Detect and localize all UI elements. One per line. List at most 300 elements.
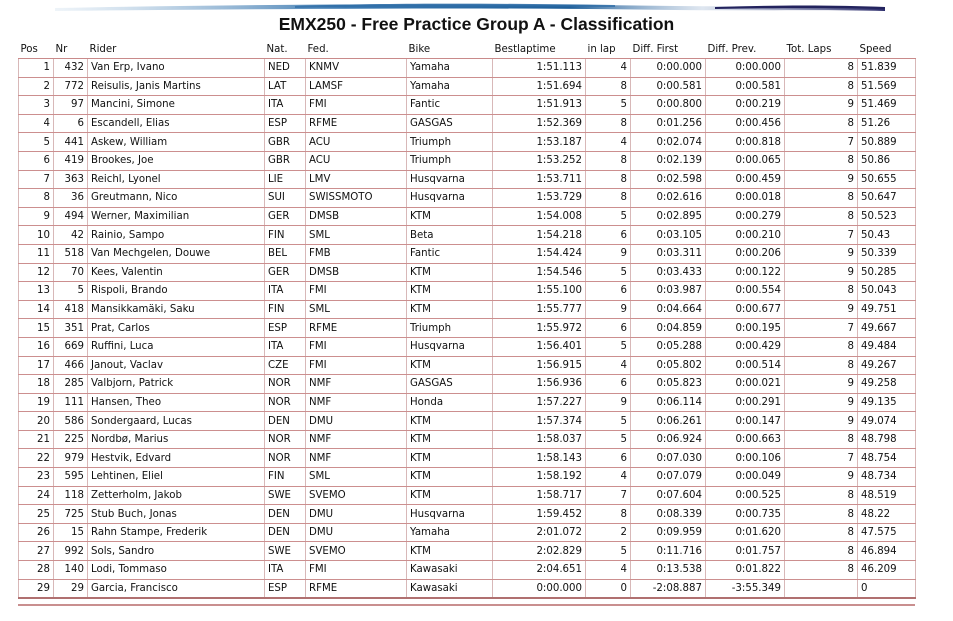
cell-rider: Ruffini, Luca [88,337,265,356]
cell-in-lap: 5 [586,412,631,431]
cell-tot-laps: 8 [785,356,858,375]
cell-nat: GER [265,207,306,226]
cell-fed: NMF [306,430,407,449]
cell-rider: Greutmann, Nico [88,189,265,208]
cell-bestlaptime: 1:55.972 [493,319,586,338]
cell-speed: 49.667 [858,319,916,338]
cell-diff-first: 0:07.079 [631,468,706,487]
cell-fed: ACU [306,133,407,152]
cell-nr: 494 [54,207,88,226]
cell-tot-laps: 8 [785,523,858,542]
cell-in-lap: 8 [586,151,631,170]
cell-nr: 118 [54,486,88,505]
cell-diff-first: 0:02.895 [631,207,706,226]
cell-diff-prev: 0:00.210 [706,226,785,245]
cell-nr: 36 [54,189,88,208]
cell-diff-prev: 0:00.195 [706,319,785,338]
cell-rider: Brookes, Joe [88,151,265,170]
cell-nr: 97 [54,96,88,115]
cell-rider: Reisulis, Janis Martins [88,77,265,96]
cell-speed: 49.074 [858,412,916,431]
cell-tot-laps: 8 [785,207,858,226]
cell-speed: 49.751 [858,300,916,319]
cell-bestlaptime: 1:53.711 [493,170,586,189]
cell-rider: Askew, William [88,133,265,152]
cell-in-lap: 4 [586,133,631,152]
cell-bike: KTM [407,468,493,487]
cell-bestlaptime: 1:58.037 [493,430,586,449]
column-header-fed: Fed. [306,41,407,59]
cell-tot-laps: 8 [785,542,858,561]
cell-bestlaptime: 1:53.252 [493,151,586,170]
cell-fed: SVEMO [306,542,407,561]
cell-bike: KTM [407,412,493,431]
cell-diff-prev: 0:00.291 [706,393,785,412]
cell-nat: NOR [265,393,306,412]
cell-pos: 21 [19,430,54,449]
cell-tot-laps: 8 [785,59,858,78]
cell-fed: SVEMO [306,486,407,505]
cell-diff-prev: 0:00.677 [706,300,785,319]
classification-table [18,41,916,599]
cell-bike: Triumph [407,151,493,170]
cell-diff-first: 0:08.339 [631,505,706,524]
cell-nat: LAT [265,77,306,96]
cell-bike: KTM [407,542,493,561]
cell-pos: 4 [19,114,54,133]
cell-pos: 16 [19,337,54,356]
cell-diff-prev: 0:00.525 [706,486,785,505]
cell-nr: 285 [54,375,88,394]
cell-speed: 48.754 [858,449,916,468]
cell-pos: 15 [19,319,54,338]
cell-rider: Hestvik, Edvard [88,449,265,468]
column-header-nr: Nr [54,41,88,59]
table-row [19,505,916,524]
cell-diff-first: 0:02.598 [631,170,706,189]
cell-diff-first: 0:02.616 [631,189,706,208]
cell-tot-laps: 7 [785,133,858,152]
cell-rider: Van Mechgelen, Douwe [88,244,265,263]
cell-nat: CZE [265,356,306,375]
cell-in-lap: 5 [586,96,631,115]
cell-pos: 18 [19,375,54,394]
cell-bike: KTM [407,207,493,226]
cell-in-lap: 8 [586,77,631,96]
cell-diff-prev: 0:00.581 [706,77,785,96]
cell-bike: KTM [407,356,493,375]
cell-diff-prev: -3:55.349 [706,579,785,598]
cell-pos: 24 [19,486,54,505]
cell-pos: 12 [19,263,54,282]
cell-speed: 46.209 [858,561,916,580]
cell-diff-prev: 0:00.818 [706,133,785,152]
cell-nr: 70 [54,263,88,282]
cell-tot-laps: 9 [785,393,858,412]
cell-tot-laps: 9 [785,468,858,487]
cell-bestlaptime: 1:56.401 [493,337,586,356]
cell-fed: NMF [306,375,407,394]
cell-rider: Rahn Stampe, Frederik [88,523,265,542]
cell-diff-prev: 0:00.429 [706,337,785,356]
cell-speed: 50.043 [858,282,916,301]
cell-pos: 6 [19,151,54,170]
cell-pos: 7 [19,170,54,189]
table-row [19,542,916,561]
cell-speed: 49.267 [858,356,916,375]
cell-nr: 351 [54,319,88,338]
cell-speed: 50.647 [858,189,916,208]
cell-bike: Husqvarna [407,337,493,356]
cell-nr: 518 [54,244,88,263]
cell-diff-prev: 0:00.021 [706,375,785,394]
cell-bike: Kawasaki [407,561,493,580]
table-row [19,77,916,96]
cell-nat: ITA [265,282,306,301]
cell-nat: DEN [265,523,306,542]
cell-bike: KTM [407,263,493,282]
table-row [19,393,916,412]
cell-diff-prev: 0:00.106 [706,449,785,468]
cell-diff-first: 0:00.581 [631,77,706,96]
cell-nat: FIN [265,468,306,487]
cell-tot-laps: 7 [785,319,858,338]
table-row [19,282,916,301]
cell-tot-laps: 8 [785,77,858,96]
cell-rider: Lodi, Tommaso [88,561,265,580]
cell-speed: 51.569 [858,77,916,96]
cell-nr: 6 [54,114,88,133]
cell-diff-prev: 0:00.147 [706,412,785,431]
cell-speed: 50.655 [858,170,916,189]
table-row [19,133,916,152]
cell-bestlaptime: 1:52.369 [493,114,586,133]
cell-diff-first: 0:05.823 [631,375,706,394]
cell-bike: KTM [407,486,493,505]
cell-pos: 14 [19,300,54,319]
table-row [19,412,916,431]
cell-diff-prev: 0:01.620 [706,523,785,542]
column-header-nat: Nat. [265,41,306,59]
cell-nr: 595 [54,468,88,487]
cell-tot-laps: 8 [785,337,858,356]
cell-in-lap: 9 [586,393,631,412]
cell-speed: 46.894 [858,542,916,561]
cell-nr: 772 [54,77,88,96]
cell-pos: 25 [19,505,54,524]
table-row [19,523,916,542]
cell-bestlaptime: 0:00.000 [493,579,586,598]
cell-bike: KTM [407,300,493,319]
cell-tot-laps: 9 [785,300,858,319]
cell-nat: FIN [265,226,306,245]
cell-nr: 111 [54,393,88,412]
cell-nr: 418 [54,300,88,319]
cell-diff-prev: 0:00.279 [706,207,785,226]
cell-fed: FMI [306,96,407,115]
column-header-tot-laps: Tot. Laps [785,41,858,59]
cell-bestlaptime: 1:55.100 [493,282,586,301]
cell-pos: 3 [19,96,54,115]
cell-diff-first: 0:02.074 [631,133,706,152]
cell-bestlaptime: 1:57.374 [493,412,586,431]
cell-diff-prev: 0:01.822 [706,561,785,580]
column-header-in-lap: in lap [586,41,631,59]
cell-bestlaptime: 1:56.915 [493,356,586,375]
cell-in-lap: 9 [586,244,631,263]
column-header-pos: Pos [19,41,54,59]
cell-nat: ITA [265,96,306,115]
cell-diff-prev: 0:00.735 [706,505,785,524]
table-row [19,375,916,394]
cell-nat: ESP [265,579,306,598]
cell-in-lap: 9 [586,300,631,319]
cell-diff-prev: 0:00.122 [706,263,785,282]
cell-in-lap: 4 [586,561,631,580]
cell-pos: 9 [19,207,54,226]
cell-fed: SML [306,226,407,245]
cell-in-lap: 5 [586,542,631,561]
cell-diff-first: 0:04.664 [631,300,706,319]
cell-diff-first: 0:00.800 [631,96,706,115]
cell-nr: 441 [54,133,88,152]
cell-fed: ACU [306,151,407,170]
cell-in-lap: 8 [586,505,631,524]
cell-pos: 19 [19,393,54,412]
cell-bestlaptime: 1:53.187 [493,133,586,152]
column-header-diff-prev: Diff. Prev. [706,41,785,59]
cell-bike: Kawasaki [407,579,493,598]
cell-nat: NOR [265,430,306,449]
cell-bike: Beta [407,226,493,245]
cell-bike: Husqvarna [407,170,493,189]
column-header-bestlaptime: Bestlaptime [493,41,586,59]
cell-nat: DEN [265,412,306,431]
table-row [19,244,916,263]
cell-nat: NOR [265,449,306,468]
cell-diff-first: 0:02.139 [631,151,706,170]
cell-fed: RFME [306,114,407,133]
cell-pos: 1 [19,59,54,78]
cell-nr: 363 [54,170,88,189]
cell-bestlaptime: 2:04.651 [493,561,586,580]
cell-diff-prev: 0:00.000 [706,59,785,78]
cell-diff-prev: 0:00.206 [706,244,785,263]
table-row [19,226,916,245]
cell-diff-prev: 0:00.456 [706,114,785,133]
cell-bestlaptime: 2:01.072 [493,523,586,542]
cell-fed: DMU [306,412,407,431]
cell-in-lap: 7 [586,486,631,505]
cell-fed: RFME [306,319,407,338]
cell-nat: GER [265,263,306,282]
cell-bestlaptime: 1:56.936 [493,375,586,394]
cell-bike: Fantic [407,96,493,115]
cell-tot-laps: 9 [785,412,858,431]
cell-bike: Husqvarna [407,505,493,524]
cell-bike: Yamaha [407,59,493,78]
cell-pos: 8 [19,189,54,208]
cell-fed: DMU [306,523,407,542]
cell-in-lap: 8 [586,189,631,208]
cell-diff-first: 0:05.802 [631,356,706,375]
cell-tot-laps [785,579,858,598]
column-header-rider: Rider [88,41,265,59]
results-body [19,59,916,599]
table-row [19,59,916,78]
cell-tot-laps: 9 [785,170,858,189]
cell-bestlaptime: 1:59.452 [493,505,586,524]
cell-fed: FMI [306,337,407,356]
cell-diff-first: 0:09.959 [631,523,706,542]
cell-tot-laps: 8 [785,561,858,580]
page-title: EMX250 - Free Practice Group A - Classification [278,14,675,34]
table-row [19,486,916,505]
cell-bike: Fantic [407,244,493,263]
cell-nr: 42 [54,226,88,245]
cell-diff-first: 0:06.924 [631,430,706,449]
cell-diff-first: 0:13.538 [631,561,706,580]
cell-bike: KTM [407,430,493,449]
cell-bestlaptime: 1:58.192 [493,468,586,487]
cell-fed: KNMV [306,59,407,78]
cell-fed: SML [306,300,407,319]
cell-nat: ITA [265,561,306,580]
cell-diff-first: 0:01.256 [631,114,706,133]
cell-nat: GBR [265,133,306,152]
cell-rider: Mansikkamäki, Saku [88,300,265,319]
table-row [19,114,916,133]
cell-diff-first: 0:06.261 [631,412,706,431]
cell-speed: 48.22 [858,505,916,524]
cell-rider: Hansen, Theo [88,393,265,412]
table-row [19,561,916,580]
cell-pos: 29 [19,579,54,598]
cell-rider: Reichl, Lyonel [88,170,265,189]
cell-nat: SWE [265,542,306,561]
cell-in-lap: 6 [586,375,631,394]
table-row [19,337,916,356]
cell-bike: Husqvarna [407,189,493,208]
table-row [19,356,916,375]
cell-nr: 992 [54,542,88,561]
header-banner-stripe [55,0,885,14]
cell-rider: Zetterholm, Jakob [88,486,265,505]
cell-tot-laps: 7 [785,449,858,468]
cell-speed: 49.258 [858,375,916,394]
cell-rider: Escandell, Elias [88,114,265,133]
cell-rider: Rainio, Sampo [88,226,265,245]
cell-nat: GBR [265,151,306,170]
cell-diff-first: -2:08.887 [631,579,706,598]
cell-fed: FMI [306,356,407,375]
cell-fed: SWISSMOTO [306,189,407,208]
cell-speed: 49.135 [858,393,916,412]
cell-speed: 48.798 [858,430,916,449]
cell-in-lap: 6 [586,449,631,468]
cell-tot-laps: 9 [785,375,858,394]
cell-in-lap: 5 [586,207,631,226]
cell-nat: ESP [265,114,306,133]
cell-pos: 17 [19,356,54,375]
header-row [19,41,916,59]
cell-rider: Van Erp, Ivano [88,59,265,78]
cell-diff-prev: 0:00.554 [706,282,785,301]
cell-speed: 50.43 [858,226,916,245]
cell-rider: Nordbø, Marius [88,430,265,449]
cell-fed: NMF [306,393,407,412]
cell-nat: DEN [265,505,306,524]
cell-bestlaptime: 1:53.729 [493,189,586,208]
cell-bestlaptime: 1:58.717 [493,486,586,505]
column-header-speed: Speed [858,41,916,59]
cell-speed: 49.484 [858,337,916,356]
cell-bike: KTM [407,282,493,301]
cell-nr: 29 [54,579,88,598]
cell-in-lap: 8 [586,114,631,133]
cell-pos: 26 [19,523,54,542]
cell-in-lap: 6 [586,282,631,301]
cell-speed: 50.285 [858,263,916,282]
cell-tot-laps: 8 [785,505,858,524]
cell-tot-laps: 9 [785,263,858,282]
cell-bestlaptime: 1:51.694 [493,77,586,96]
cell-speed: 50.523 [858,207,916,226]
cell-tot-laps: 8 [785,189,858,208]
cell-nr: 669 [54,337,88,356]
cell-rider: Stub Buch, Jonas [88,505,265,524]
cell-pos: 5 [19,133,54,152]
cell-bestlaptime: 1:54.424 [493,244,586,263]
cell-bestlaptime: 1:55.777 [493,300,586,319]
cell-tot-laps: 8 [785,430,858,449]
cell-nr: 979 [54,449,88,468]
cell-diff-prev: 0:00.459 [706,170,785,189]
cell-nr: 225 [54,430,88,449]
cell-in-lap: 5 [586,263,631,282]
cell-nat: NED [265,59,306,78]
table-row [19,468,916,487]
table-row [19,151,916,170]
cell-bestlaptime: 1:54.546 [493,263,586,282]
cell-diff-first: 0:04.859 [631,319,706,338]
cell-diff-prev: 0:00.049 [706,468,785,487]
cell-speed: 48.734 [858,468,916,487]
cell-pos: 20 [19,412,54,431]
cell-speed: 51.469 [858,96,916,115]
cell-rider: Prat, Carlos [88,319,265,338]
cell-bestlaptime: 1:54.008 [493,207,586,226]
cell-bike: GASGAS [407,114,493,133]
cell-speed: 50.339 [858,244,916,263]
cell-bestlaptime: 1:57.227 [493,393,586,412]
cell-diff-first: 0:06.114 [631,393,706,412]
cell-fed: RFME [306,579,407,598]
table-row [19,319,916,338]
cell-tot-laps: 8 [785,151,858,170]
cell-pos: 22 [19,449,54,468]
cell-diff-first: 0:07.604 [631,486,706,505]
cell-nr: 725 [54,505,88,524]
cell-diff-first: 0:05.288 [631,337,706,356]
cell-fed: DMU [306,505,407,524]
cell-speed: 47.575 [858,523,916,542]
table-row [19,430,916,449]
cell-nr: 140 [54,561,88,580]
cell-diff-first: 0:07.030 [631,449,706,468]
cell-in-lap: 5 [586,337,631,356]
column-header-bike: Bike [407,41,493,59]
